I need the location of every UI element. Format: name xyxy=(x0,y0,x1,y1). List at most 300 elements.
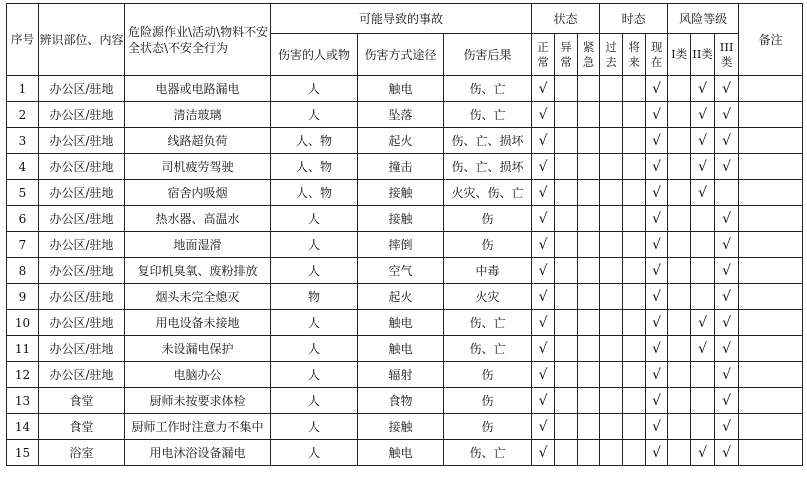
cell-victim: 人 xyxy=(271,414,358,440)
cell-result: 中毒 xyxy=(444,258,532,284)
cell-remark xyxy=(739,336,803,362)
cell-tense-past xyxy=(600,154,623,180)
cell-tense-past xyxy=(600,284,623,310)
cell-risk-3 xyxy=(715,206,739,232)
cell-state-normal xyxy=(532,76,555,102)
cell-remark xyxy=(739,206,803,232)
cell-tense-past xyxy=(600,440,623,466)
check-mark-icon: √ xyxy=(538,444,548,461)
check-mark-icon: √ xyxy=(698,314,708,331)
cell-state-emergency xyxy=(578,414,600,440)
check-mark-icon: √ xyxy=(652,210,662,227)
cell-tense-future xyxy=(623,336,646,362)
cell-state-abnormal xyxy=(555,206,578,232)
cell-risk-2 xyxy=(691,440,715,466)
cell-tense-past xyxy=(600,102,623,128)
cell-remark xyxy=(739,128,803,154)
table-row xyxy=(7,128,803,154)
cell-victim: 人 xyxy=(271,310,358,336)
cell-state-abnormal xyxy=(555,154,578,180)
cell-risk-2 xyxy=(691,232,715,258)
cell-state-emergency xyxy=(578,128,600,154)
cell-seq: 4 xyxy=(7,154,39,180)
check-mark-icon: √ xyxy=(652,314,662,331)
cell-victim: 物 xyxy=(271,284,358,310)
cell-seq: 11 xyxy=(7,336,39,362)
cell-tense-past xyxy=(600,232,623,258)
cell-seq: 9 xyxy=(7,284,39,310)
check-mark-icon: √ xyxy=(722,418,732,435)
cell-state-abnormal xyxy=(555,414,578,440)
check-mark-icon: √ xyxy=(698,132,708,149)
cell-result: 伤、亡、损坏 xyxy=(444,154,532,180)
cell-state-normal xyxy=(532,414,555,440)
cell-tense-future xyxy=(623,310,646,336)
cell-state-abnormal xyxy=(555,232,578,258)
cell-tense-past xyxy=(600,180,623,206)
cell-tense-future xyxy=(623,180,646,206)
cell-hazard: 电脑办公 xyxy=(125,362,271,388)
cell-remark xyxy=(739,232,803,258)
check-mark-icon: √ xyxy=(652,184,662,201)
table-row xyxy=(7,388,803,414)
cell-state-abnormal xyxy=(555,362,578,388)
cell-risk-3 xyxy=(715,362,739,388)
cell-tense-future xyxy=(623,284,646,310)
check-mark-icon: √ xyxy=(652,262,662,279)
cell-risk-2 xyxy=(691,258,715,284)
cell-remark xyxy=(739,362,803,388)
cell-state-emergency xyxy=(578,310,600,336)
cell-remark xyxy=(739,414,803,440)
cell-seq: 5 xyxy=(7,180,39,206)
cell-risk-3 xyxy=(715,440,739,466)
cell-risk-2 xyxy=(691,76,715,102)
check-mark-icon: √ xyxy=(652,106,662,123)
cell-hazard: 热水器、高温水 xyxy=(125,206,271,232)
check-mark-icon: √ xyxy=(538,158,548,175)
cell-way: 接触 xyxy=(358,414,444,440)
cell-result: 伤 xyxy=(444,362,532,388)
check-mark-icon: √ xyxy=(722,106,732,123)
cell-tense-past xyxy=(600,128,623,154)
cell-result: 伤、亡 xyxy=(444,336,532,362)
header-risk-3: III类 xyxy=(715,34,739,76)
cell-seq: 12 xyxy=(7,362,39,388)
cell-state-normal xyxy=(532,284,555,310)
check-mark-icon: √ xyxy=(652,418,662,435)
cell-location: 办公区/驻地 xyxy=(39,102,125,128)
cell-way: 食物 xyxy=(358,388,444,414)
check-mark-icon: √ xyxy=(722,392,732,409)
header-accident: 可能导致的事故 xyxy=(271,4,532,34)
table-row xyxy=(7,232,803,258)
cell-remark xyxy=(739,102,803,128)
cell-tense-past xyxy=(600,336,623,362)
cell-victim: 人 xyxy=(271,362,358,388)
table-body xyxy=(7,76,803,466)
cell-way: 摔倒 xyxy=(358,232,444,258)
cell-tense-present xyxy=(646,310,668,336)
table-row xyxy=(7,414,803,440)
cell-state-emergency xyxy=(578,232,600,258)
cell-state-emergency xyxy=(578,154,600,180)
cell-remark xyxy=(739,388,803,414)
cell-location: 浴室 xyxy=(39,440,125,466)
cell-risk-2 xyxy=(691,154,715,180)
check-mark-icon: √ xyxy=(722,132,732,149)
cell-risk-1 xyxy=(668,180,691,206)
check-mark-icon: √ xyxy=(722,288,732,305)
cell-state-emergency xyxy=(578,284,600,310)
cell-state-normal xyxy=(532,232,555,258)
cell-risk-3 xyxy=(715,154,739,180)
risk-identification-table xyxy=(6,3,803,466)
cell-tense-past xyxy=(600,388,623,414)
cell-way: 触电 xyxy=(358,310,444,336)
cell-tense-present xyxy=(646,102,668,128)
cell-tense-present xyxy=(646,362,668,388)
cell-tense-future xyxy=(623,102,646,128)
cell-risk-1 xyxy=(668,128,691,154)
check-mark-icon: √ xyxy=(538,392,548,409)
cell-tense-past xyxy=(600,414,623,440)
header-way: 伤害方式途径 xyxy=(358,34,444,76)
header-state: 状态 xyxy=(532,4,600,34)
cell-tense-future xyxy=(623,154,646,180)
cell-risk-2 xyxy=(691,102,715,128)
cell-seq: 3 xyxy=(7,128,39,154)
cell-tense-present xyxy=(646,128,668,154)
cell-risk-1 xyxy=(668,414,691,440)
cell-tense-present xyxy=(646,388,668,414)
cell-hazard: 清洁玻璃 xyxy=(125,102,271,128)
cell-state-normal xyxy=(532,362,555,388)
cell-tense-present xyxy=(646,206,668,232)
cell-victim: 人、物 xyxy=(271,154,358,180)
cell-risk-2 xyxy=(691,362,715,388)
cell-result: 火灾 xyxy=(444,284,532,310)
cell-state-emergency xyxy=(578,206,600,232)
cell-risk-1 xyxy=(668,102,691,128)
cell-victim: 人 xyxy=(271,440,358,466)
check-mark-icon: √ xyxy=(652,366,662,383)
cell-remark xyxy=(739,180,803,206)
check-mark-icon: √ xyxy=(538,184,548,201)
cell-risk-1 xyxy=(668,232,691,258)
cell-state-normal xyxy=(532,102,555,128)
cell-state-abnormal xyxy=(555,440,578,466)
cell-way: 接触 xyxy=(358,206,444,232)
cell-victim: 人 xyxy=(271,102,358,128)
cell-hazard: 厨师工作时注意力不集中 xyxy=(125,414,271,440)
cell-tense-present xyxy=(646,414,668,440)
cell-seq: 10 xyxy=(7,310,39,336)
cell-remark xyxy=(739,154,803,180)
cell-state-abnormal xyxy=(555,336,578,362)
cell-remark xyxy=(739,258,803,284)
cell-state-emergency xyxy=(578,362,600,388)
cell-state-emergency xyxy=(578,336,600,362)
cell-state-normal xyxy=(532,128,555,154)
check-mark-icon: √ xyxy=(538,262,548,279)
cell-tense-past xyxy=(600,362,623,388)
cell-state-normal xyxy=(532,206,555,232)
cell-location: 办公区/驻地 xyxy=(39,154,125,180)
cell-location: 办公区/驻地 xyxy=(39,258,125,284)
cell-tense-future xyxy=(623,440,646,466)
cell-risk-3 xyxy=(715,180,739,206)
cell-way: 坠落 xyxy=(358,102,444,128)
cell-way: 接触 xyxy=(358,180,444,206)
header-risk-1: I类 xyxy=(668,34,691,76)
cell-risk-1 xyxy=(668,336,691,362)
cell-location: 办公区/驻地 xyxy=(39,336,125,362)
cell-way: 撞击 xyxy=(358,154,444,180)
check-mark-icon: √ xyxy=(538,288,548,305)
cell-risk-2 xyxy=(691,310,715,336)
cell-result: 伤 xyxy=(444,206,532,232)
check-mark-icon: √ xyxy=(538,314,548,331)
cell-tense-future xyxy=(623,206,646,232)
cell-state-emergency xyxy=(578,180,600,206)
cell-hazard: 地面湿滑 xyxy=(125,232,271,258)
cell-location: 办公区/驻地 xyxy=(39,128,125,154)
risk-table-container xyxy=(6,3,803,466)
cell-seq: 15 xyxy=(7,440,39,466)
cell-way: 触电 xyxy=(358,76,444,102)
table-row xyxy=(7,440,803,466)
table-row xyxy=(7,180,803,206)
cell-way: 起火 xyxy=(358,284,444,310)
table-row xyxy=(7,310,803,336)
cell-risk-1 xyxy=(668,206,691,232)
cell-tense-present xyxy=(646,258,668,284)
cell-remark xyxy=(739,310,803,336)
header-location: 辨识部位、内容 xyxy=(39,4,125,76)
cell-state-emergency xyxy=(578,258,600,284)
cell-way: 空气 xyxy=(358,258,444,284)
cell-victim: 人、物 xyxy=(271,128,358,154)
check-mark-icon: √ xyxy=(652,80,662,97)
cell-risk-3 xyxy=(715,76,739,102)
header-result: 伤害后果 xyxy=(444,34,532,76)
cell-state-abnormal xyxy=(555,388,578,414)
cell-hazard: 用电设备未接地 xyxy=(125,310,271,336)
check-mark-icon: √ xyxy=(538,236,548,253)
cell-result: 伤 xyxy=(444,414,532,440)
cell-location: 办公区/驻地 xyxy=(39,180,125,206)
cell-remark xyxy=(739,440,803,466)
cell-state-normal xyxy=(532,388,555,414)
cell-risk-2 xyxy=(691,128,715,154)
check-mark-icon: √ xyxy=(538,340,548,357)
check-mark-icon: √ xyxy=(538,418,548,435)
check-mark-icon: √ xyxy=(722,262,732,279)
cell-state-abnormal xyxy=(555,128,578,154)
cell-risk-2 xyxy=(691,388,715,414)
cell-risk-1 xyxy=(668,76,691,102)
header-state-normal: 正常 xyxy=(532,34,555,76)
cell-tense-future xyxy=(623,76,646,102)
cell-state-emergency xyxy=(578,102,600,128)
table-row xyxy=(7,76,803,102)
header-risk: 风险等级 xyxy=(668,4,739,34)
cell-risk-1 xyxy=(668,154,691,180)
header-risk-2: II类 xyxy=(691,34,715,76)
cell-hazard: 司机疲劳驾驶 xyxy=(125,154,271,180)
cell-tense-past xyxy=(600,310,623,336)
cell-victim: 人 xyxy=(271,76,358,102)
cell-hazard: 电器或电路漏电 xyxy=(125,76,271,102)
cell-risk-3 xyxy=(715,284,739,310)
cell-hazard: 宿舍内吸烟 xyxy=(125,180,271,206)
cell-risk-3 xyxy=(715,310,739,336)
cell-state-normal xyxy=(532,154,555,180)
check-mark-icon: √ xyxy=(652,340,662,357)
cell-remark xyxy=(739,284,803,310)
check-mark-icon: √ xyxy=(652,236,662,253)
table-row xyxy=(7,206,803,232)
cell-tense-future xyxy=(623,258,646,284)
check-mark-icon: √ xyxy=(652,158,662,175)
cell-tense-future xyxy=(623,232,646,258)
cell-risk-2 xyxy=(691,180,715,206)
cell-state-normal xyxy=(532,336,555,362)
cell-location: 办公区/驻地 xyxy=(39,76,125,102)
check-mark-icon: √ xyxy=(652,132,662,149)
check-mark-icon: √ xyxy=(698,158,708,175)
check-mark-icon: √ xyxy=(538,210,548,227)
cell-way: 触电 xyxy=(358,440,444,466)
cell-tense-present xyxy=(646,76,668,102)
check-mark-icon: √ xyxy=(538,80,548,97)
cell-victim: 人 xyxy=(271,258,358,284)
cell-location: 食堂 xyxy=(39,414,125,440)
cell-result: 伤、亡、损坏 xyxy=(444,128,532,154)
check-mark-icon: √ xyxy=(538,366,548,383)
table-row xyxy=(7,258,803,284)
check-mark-icon: √ xyxy=(722,80,732,97)
cell-result: 火灾、伤、亡 xyxy=(444,180,532,206)
table-row xyxy=(7,102,803,128)
cell-state-emergency xyxy=(578,440,600,466)
cell-location: 办公区/驻地 xyxy=(39,232,125,258)
header-tense: 时态 xyxy=(600,4,668,34)
check-mark-icon: √ xyxy=(698,106,708,123)
cell-result: 伤、亡 xyxy=(444,310,532,336)
cell-risk-1 xyxy=(668,362,691,388)
cell-state-normal xyxy=(532,310,555,336)
cell-location: 食堂 xyxy=(39,388,125,414)
header-hazard: 危险源作业\活动\物料不安全状态\不安全行为 xyxy=(125,4,271,76)
cell-risk-2 xyxy=(691,284,715,310)
cell-risk-3 xyxy=(715,388,739,414)
cell-tense-past xyxy=(600,206,623,232)
cell-hazard: 厨师未按要求体检 xyxy=(125,388,271,414)
cell-risk-1 xyxy=(668,284,691,310)
cell-hazard: 复印机臭氧、废粉排放 xyxy=(125,258,271,284)
cell-result: 伤、亡 xyxy=(444,440,532,466)
header-tense-future: 将来 xyxy=(623,34,646,76)
cell-tense-future xyxy=(623,362,646,388)
check-mark-icon: √ xyxy=(698,184,708,201)
check-mark-icon: √ xyxy=(698,340,708,357)
check-mark-icon: √ xyxy=(698,80,708,97)
cell-tense-present xyxy=(646,336,668,362)
cell-tense-past xyxy=(600,258,623,284)
cell-tense-present xyxy=(646,154,668,180)
cell-hazard: 未设漏电保护 xyxy=(125,336,271,362)
cell-result: 伤 xyxy=(444,388,532,414)
check-mark-icon: √ xyxy=(722,236,732,253)
cell-state-emergency xyxy=(578,76,600,102)
cell-seq: 14 xyxy=(7,414,39,440)
cell-state-abnormal xyxy=(555,310,578,336)
cell-result: 伤 xyxy=(444,232,532,258)
header-state-abnormal: 异常 xyxy=(555,34,578,76)
header-remark: 备注 xyxy=(739,4,803,76)
cell-tense-future xyxy=(623,414,646,440)
cell-tense-present xyxy=(646,232,668,258)
table-row xyxy=(7,362,803,388)
cell-state-abnormal xyxy=(555,180,578,206)
check-mark-icon: √ xyxy=(722,210,732,227)
header-victim: 伤害的人或物 xyxy=(271,34,358,76)
cell-risk-1 xyxy=(668,388,691,414)
cell-risk-3 xyxy=(715,102,739,128)
cell-result: 伤、亡 xyxy=(444,102,532,128)
cell-seq: 6 xyxy=(7,206,39,232)
cell-state-abnormal xyxy=(555,284,578,310)
cell-hazard: 线路超负荷 xyxy=(125,128,271,154)
cell-state-normal xyxy=(532,180,555,206)
cell-risk-1 xyxy=(668,258,691,284)
cell-risk-3 xyxy=(715,232,739,258)
header-tense-past: 过去 xyxy=(600,34,623,76)
cell-risk-2 xyxy=(691,414,715,440)
cell-state-abnormal xyxy=(555,76,578,102)
cell-seq: 7 xyxy=(7,232,39,258)
check-mark-icon: √ xyxy=(722,314,732,331)
cell-tense-future xyxy=(623,388,646,414)
check-mark-icon: √ xyxy=(652,444,662,461)
cell-state-abnormal xyxy=(555,258,578,284)
cell-victim: 人 xyxy=(271,206,358,232)
cell-way: 辐射 xyxy=(358,362,444,388)
cell-tense-present xyxy=(646,180,668,206)
header-state-emergency: 紧急 xyxy=(578,34,600,76)
cell-way: 起火 xyxy=(358,128,444,154)
cell-seq: 2 xyxy=(7,102,39,128)
check-mark-icon: √ xyxy=(698,444,708,461)
check-mark-icon: √ xyxy=(722,366,732,383)
table-row xyxy=(7,336,803,362)
check-mark-icon: √ xyxy=(722,158,732,175)
cell-victim: 人 xyxy=(271,336,358,362)
cell-remark xyxy=(739,76,803,102)
cell-hazard: 用电沐浴设备漏电 xyxy=(125,440,271,466)
cell-tense-future xyxy=(623,128,646,154)
check-mark-icon: √ xyxy=(538,132,548,149)
cell-state-emergency xyxy=(578,388,600,414)
cell-seq: 1 xyxy=(7,76,39,102)
cell-seq: 8 xyxy=(7,258,39,284)
cell-location: 办公区/驻地 xyxy=(39,206,125,232)
cell-location: 办公区/驻地 xyxy=(39,362,125,388)
cell-risk-3 xyxy=(715,414,739,440)
header-row-top xyxy=(7,4,803,34)
